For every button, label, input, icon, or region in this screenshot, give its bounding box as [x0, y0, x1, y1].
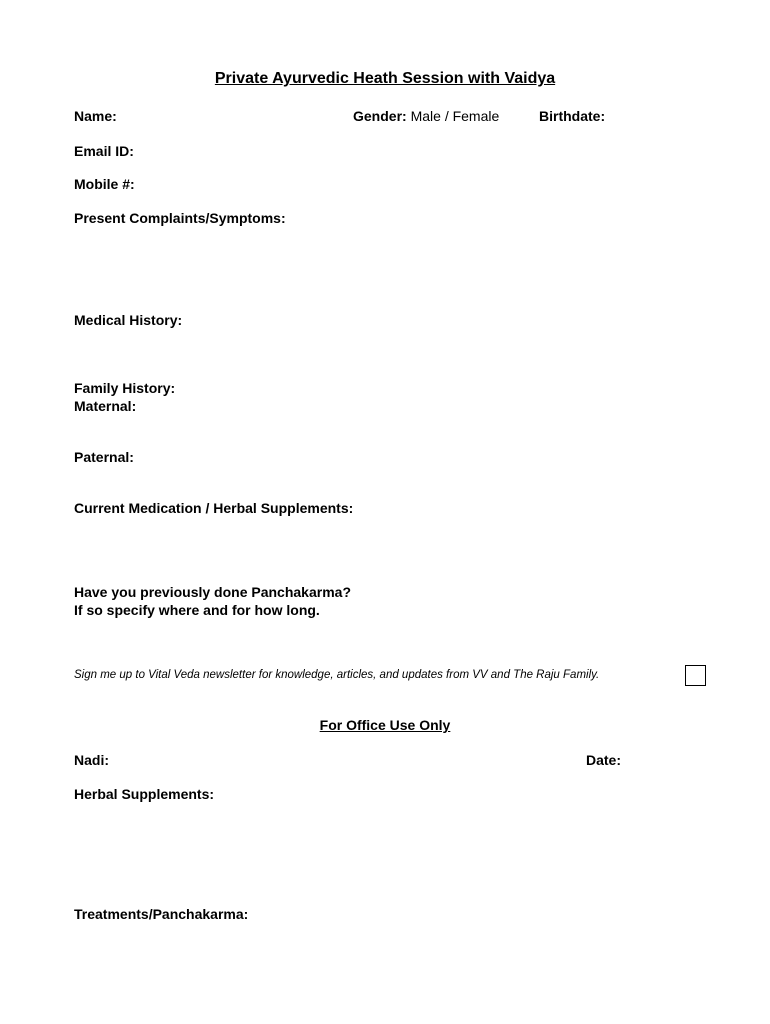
- panchakarma-question: Have you previously done Panchakarma?: [74, 584, 351, 600]
- form-title: Private Ayurvedic Heath Session with Vaidya: [214, 70, 556, 87]
- panchakarma-detail: If so specify where and for how long.: [74, 602, 320, 618]
- family-history-label: Family History:: [74, 380, 176, 396]
- newsletter-text: Sign me up to Vital Veda newsletter for knowledge, articles, and updates from VV and The Raju Family.: [74, 669, 600, 681]
- medical-history-label: Medical History:: [74, 312, 183, 328]
- email-label: Email ID:: [74, 143, 134, 159]
- maternal-label: Maternal:: [74, 398, 137, 414]
- office-use-heading: For Office Use Only: [319, 717, 451, 733]
- complaints-label: Present Complaints/Symptoms:: [74, 210, 286, 226]
- gender-options: Male / Female: [410, 108, 500, 124]
- paternal-label: Paternal:: [74, 449, 134, 465]
- gender-field: [353, 107, 499, 125]
- herbal-supplements-label: Herbal Supplements:: [74, 786, 215, 802]
- mobile-label: Mobile #:: [74, 176, 135, 192]
- newsletter-checkbox[interactable]: [685, 665, 706, 686]
- treatments-label: Treatments/Panchakarma:: [74, 906, 249, 922]
- name-label: Name:: [74, 108, 117, 124]
- medication-label: Current Medication / Herbal Supplements:: [74, 500, 354, 516]
- date-label: Date:: [586, 752, 622, 768]
- nadi-label: Nadi:: [74, 752, 109, 768]
- gender-label: Gender:: [353, 108, 407, 124]
- birthdate-label: Birthdate:: [539, 108, 606, 124]
